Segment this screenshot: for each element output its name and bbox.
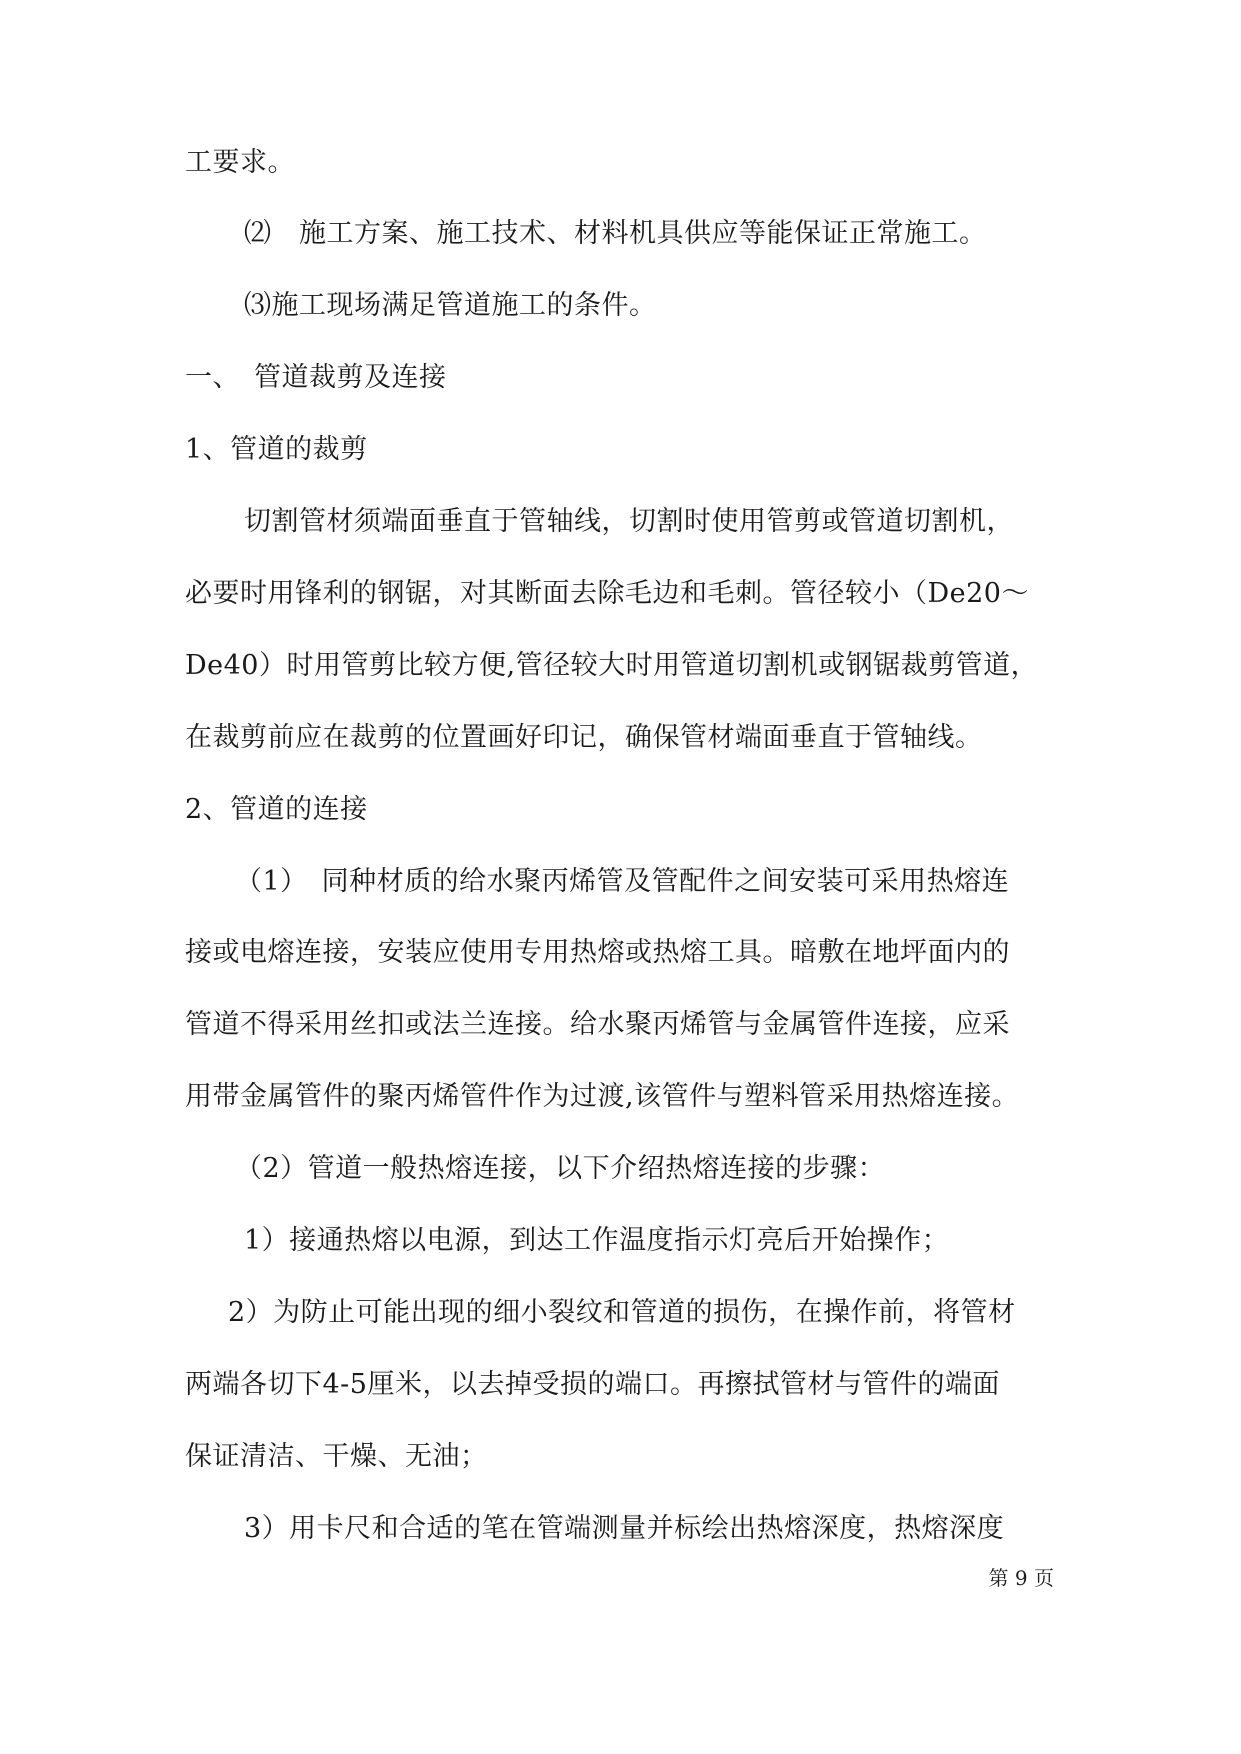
section-heading: 一、 管道裁剪及连接 — [185, 362, 447, 393]
text-line: 2）为防止可能出现的细小裂纹和管道的损伤，在操作前，将管材 — [228, 1297, 1016, 1328]
text-line: 管道不得采用丝扣或法兰连接。给水聚丙烯管与金属管件连接，应采 — [185, 1009, 1010, 1040]
text-line: 两端各切下4-5厘米，以去掉受损的端口。再擦拭管材与管件的端面 — [185, 1369, 1000, 1400]
text-line: De40）时用管剪比较方便,管径较大时用管道切割机或钢锯裁剪管道， — [185, 650, 1039, 681]
text-line: 接或电熔连接，安装应使用专用热熔或热熔工具。暗敷在地坪面内的 — [185, 937, 1010, 968]
text-line: 工要求。 — [185, 147, 295, 178]
text-line: 1）接通热熔以电源，到达工作温度指示灯亮后开始操作； — [244, 1225, 950, 1256]
text-line: ⑵ 施工方案、施工技术、材料机具供应等能保证正常施工。 — [244, 218, 987, 249]
text-line: 必要时用锋利的钢锯，对其断面去除毛边和毛刺。管径较小（De20～ — [185, 578, 1029, 609]
text-line: 保证清洁、干燥、无油； — [185, 1441, 488, 1472]
text-line: 在裁剪前应在裁剪的位置画好印记，确保管材端面垂直于管轴线。 — [185, 722, 983, 753]
text-line: （1） 同种材质的给水聚丙烯管及管配件之间安装可采用热熔连 — [235, 866, 1010, 897]
text-line: 3）用卡尺和合适的笔在管端测量并标绘出热熔深度，热熔深度 — [244, 1513, 1005, 1544]
page-number: 第 9 页 — [988, 1566, 1054, 1590]
subsection-heading: 2、管道的连接 — [185, 794, 368, 825]
text-line: ⑶施工现场满足管道施工的条件。 — [244, 290, 657, 321]
subsection-heading: 1、管道的裁剪 — [185, 434, 368, 465]
text-line: 切割管材须端面垂直于管轴线，切割时使用管剪或管道切割机， — [244, 506, 1014, 537]
text-line: （2）管道一般热熔连接，以下介绍热熔连接的步骤： — [235, 1153, 886, 1184]
text-line: 用带金属管件的聚丙烯管件作为过渡,该管件与塑料管采用热熔连接。 — [185, 1081, 1020, 1112]
